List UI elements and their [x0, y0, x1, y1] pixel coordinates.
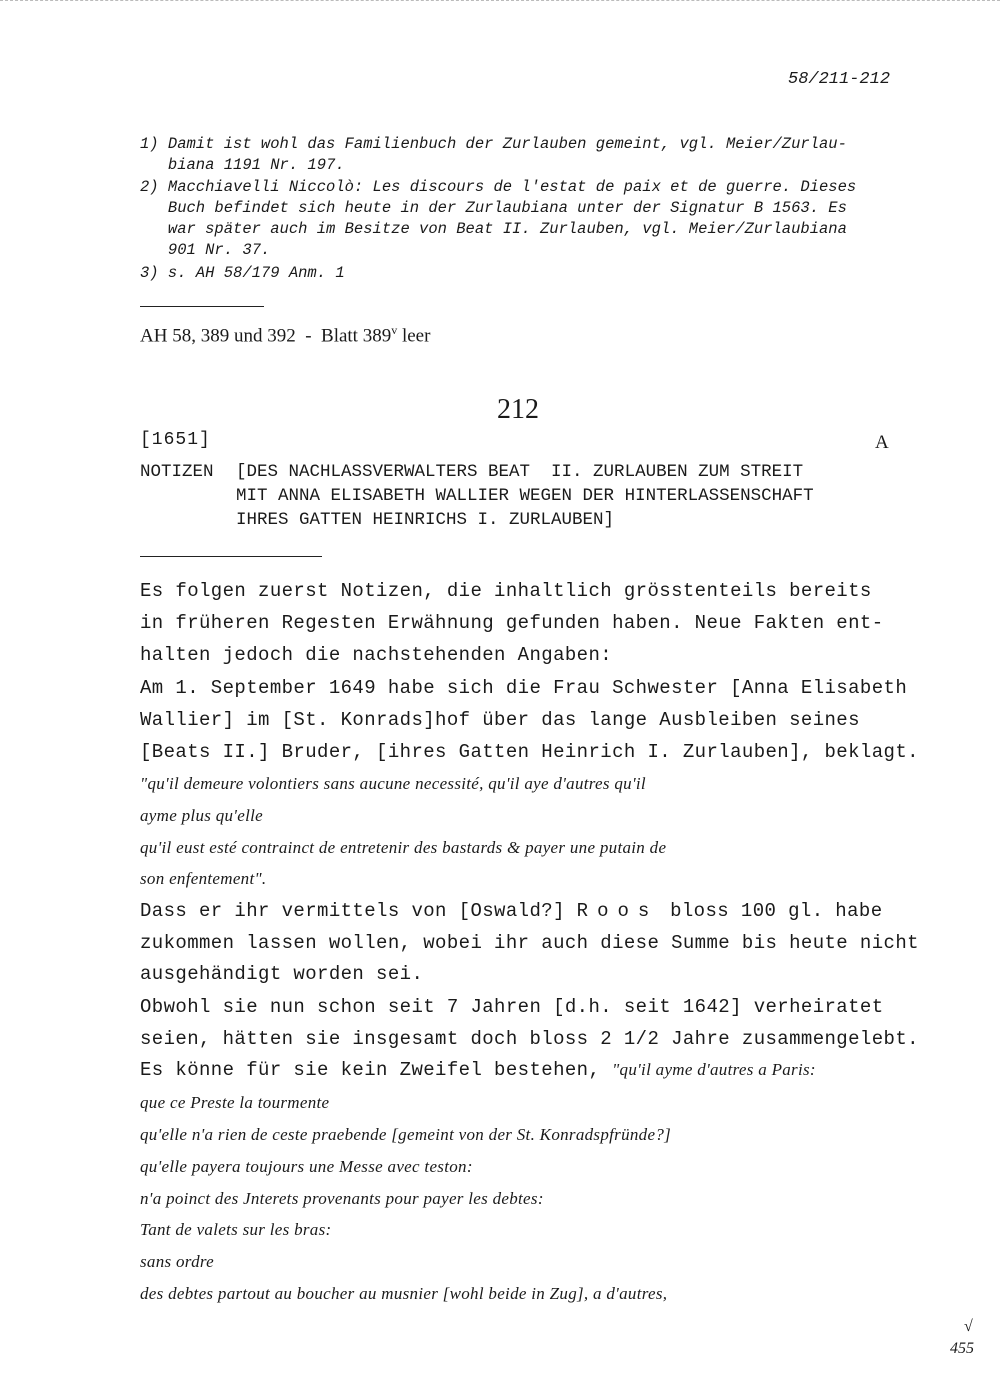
heading-label: NOTIZEN — [140, 462, 214, 482]
quote-text: "qu'il ayme d'autres a Paris: — [612, 1060, 816, 1079]
source-line — [140, 323, 430, 347]
source-text: AH 58, 389 und 392 - Blatt 389 — [140, 325, 392, 347]
spaced-name-roos: Roos — [576, 900, 659, 922]
quote-line: que ce Preste la tourmente — [140, 1093, 330, 1112]
footnote-separator — [140, 306, 264, 307]
body-line: [Beats II.] Bruder, [ihres Gatten Heinrich I. Zurlauben], beklagt. — [140, 741, 919, 763]
body-line: Am 1. September 1649 habe sich die Frau Schwester [Anna Elisabeth — [140, 677, 908, 699]
footnote-2-line-3: war später auch im Besitze von Beat II. Zurlauben, vgl. Meier/Zurlaubiana — [140, 220, 847, 238]
quote-line: "qu'il demeure volontiers sans aucune necessité, qu'il aye d'autres qu'il — [140, 774, 646, 793]
document-date: [1651] — [140, 430, 211, 450]
source-tail: leer — [397, 325, 431, 347]
quote-line: qu'elle payera toujours une Messe avec teston: — [140, 1157, 473, 1176]
body-text: Dass er ihr vermittels von [Oswald?] — [140, 900, 577, 922]
quote-line: Tant de valets sur les bras: — [140, 1220, 332, 1239]
body-line: zukommen lassen wollen, wobei ihr auch diese Summe bis heute nicht — [140, 932, 919, 954]
heading-separator — [140, 556, 322, 557]
handwritten-check-mark: √ — [964, 1318, 973, 1335]
heading-line-3: IHRES GATTEN HEINRICHS I. ZURLAUBEN] — [236, 510, 615, 530]
body-line: seien, hätten sie insgesamt doch bloss 2 1/2 Jahre zusammengelebt. — [140, 1028, 919, 1050]
footnote-3-line-1: 3) s. AH 58/179 Anm. 1 — [140, 264, 345, 282]
heading-line-1: [DES NACHLASSVERWALTERS BEAT II. ZURLAUBEN ZUM STREIT — [236, 462, 804, 482]
body-line: Obwohl sie nun schon seit 7 Jahren [d.h. seit 1642] verheiratet — [140, 996, 884, 1018]
page-reference: 58/211-212 — [788, 70, 891, 89]
document-number: 212 — [497, 394, 539, 425]
scan-edge — [0, 0, 1000, 2]
body-line: in früheren Regesten Erwähnung gefunden haben. Neue Fakten ent- — [140, 612, 884, 634]
quote-line: n'a poinct des Jnterets provenants pour payer les debtes: — [140, 1189, 544, 1208]
body-text: Es könne für sie kein Zweifel bestehen, — [140, 1059, 613, 1081]
body-line — [140, 1059, 816, 1081]
document-letter: A — [875, 432, 889, 453]
footnote-2-line-4: 901 Nr. 37. — [140, 241, 271, 259]
verso-mark: v — [391, 323, 398, 337]
footnote-2-line-2: Buch befindet sich heute in der Zurlaubiana unter der Signatur B 1563. Es — [140, 199, 847, 217]
heading-line-2: MIT ANNA ELISABETH WALLIER WEGEN DER HINTERLASSENSCHAFT — [236, 486, 814, 506]
quote-line: des debtes partout au boucher au musnier [wohl beide in Zug], a d'autres, — [140, 1284, 668, 1303]
quote-line: qu'elle n'a rien de ceste praebende [gemeint von der St. Konradspfründe?] — [140, 1125, 672, 1144]
body-text: bloss 100 gl. habe — [658, 900, 883, 922]
body-line: halten jedoch die nachstehenden Angaben: — [140, 644, 613, 666]
body-line — [140, 900, 883, 922]
footnote-1-line-2: biana 1191 Nr. 197. — [140, 156, 345, 174]
quote-line: son enfentement". — [140, 869, 267, 888]
body-line: ausgehändigt worden sei. — [140, 963, 424, 985]
footnote-2-line-1: 2) Macchiavelli Niccolò: Les discours de l'estat de paix et de guerre. Dieses — [140, 178, 857, 196]
body-line: Es folgen zuerst Notizen, die inhaltlich grösstenteils bereits — [140, 580, 872, 602]
quote-line: ayme plus qu'elle — [140, 806, 263, 825]
footnote-1-line-1: 1) Damit ist wohl das Familienbuch der Zurlauben gemeint, vgl. Meier/Zurlau- — [140, 135, 847, 153]
handwritten-folio-number: 455 — [950, 1340, 974, 1357]
quote-line: qu'il eust esté contrainct de entretenir des bastards & payer une putain de — [140, 838, 667, 857]
body-line: Wallier] im [St. Konrads]hof über das lange Ausbleiben seines — [140, 709, 860, 731]
quote-line: sans ordre — [140, 1252, 214, 1271]
